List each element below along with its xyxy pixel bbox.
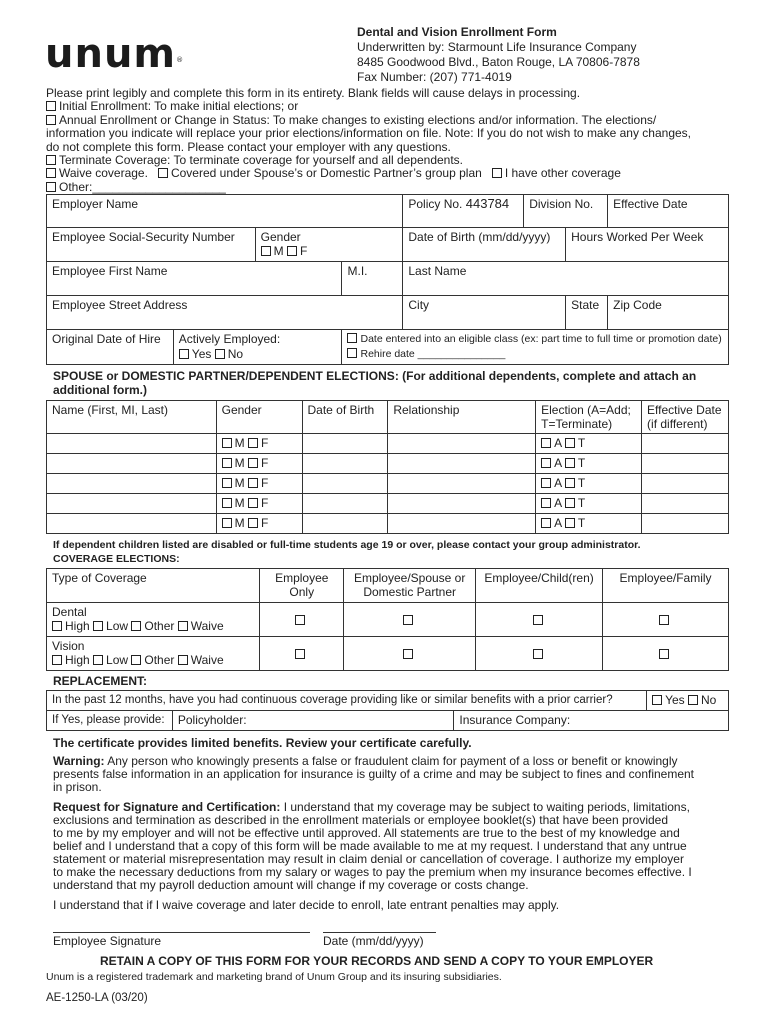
dep-dob-input[interactable]	[302, 434, 388, 454]
dental-row	[47, 603, 729, 637]
signature-date-label: Date (mm/dd/yyyy)	[323, 934, 424, 948]
warning-text: Warning: Any person who knowingly presents a false or fraudulent claim for payment of a loss or benefit or knowingly presents false information in an application for insurance is guilty of a crime and may be subject to fines and confinement in prison.	[53, 754, 695, 794]
dep-effective-input[interactable]	[642, 474, 729, 494]
street-address-field[interactable]: Employee Street Address	[47, 296, 403, 330]
dep-relationship-input[interactable]	[388, 434, 536, 454]
employer-name-field[interactable]: Employer Name	[47, 195, 403, 228]
replacement-title: REPLACEMENT:	[53, 674, 148, 688]
dep-col-dob: Date of Birth	[302, 401, 388, 434]
effective-date-field[interactable]: Effective Date	[608, 195, 729, 228]
table-row	[47, 454, 729, 474]
dep-relationship-input[interactable]	[388, 474, 536, 494]
zip-code-field[interactable]: Zip Code	[608, 296, 729, 330]
dental-low-checkbox[interactable]	[93, 621, 103, 631]
vision-options: Vision High Low Other Waive	[47, 637, 260, 671]
dep-dob-input[interactable]	[302, 474, 388, 494]
dependent-note: If dependent children listed are disabled or full-time students age 19 or over, please contact your group administrator.	[53, 539, 641, 551]
table-row	[47, 474, 729, 494]
address: 8485 Goodwood Blvd., Baton Rouge, LA 70806-7878	[357, 55, 640, 69]
actively-employed-field[interactable]: Actively Employed: Yes No	[173, 330, 342, 365]
dep-effective-input[interactable]	[642, 514, 729, 534]
ssn-field[interactable]: Employee Social-Security Number	[47, 228, 256, 262]
vision-employee-checkbox[interactable]	[295, 649, 305, 659]
retain-copy-notice: RETAIN A COPY OF THIS FORM FOR YOUR RECORDS AND SEND A COPY TO YOUR EMPLOYER	[100, 954, 654, 968]
date-entered-checkbox[interactable]	[347, 333, 357, 343]
city-field[interactable]: City	[403, 296, 566, 330]
vision-waive-checkbox[interactable]	[178, 655, 188, 665]
dental-high-checkbox[interactable]	[52, 621, 62, 631]
dep-gender[interactable]: M F	[216, 494, 302, 514]
certificate-notice: The certificate provides limited benefits. Review your certificate carefully.	[53, 736, 472, 750]
form-number: AE-1250-LA (03/20)	[46, 992, 148, 1004]
gender-f-checkbox[interactable]	[287, 246, 297, 256]
certification-text: Request for Signature and Certification: I understand that my coverage may be subject to waiting periods, limitations, exclusions and termination as described in the enrollment materials or employee booklet(s) that have been provided to me by my employer and will not be effective until approved. All statements are true to the best of my knowledge and belief and I understand that a copy of this form will be made available to me at my request. I understand that any untrue statement or material misrepresentation may result in claim denial or cancellation of coverage. I authorize my employer to make the necessary deductions from my salary or wages to pay the premium when my insurance becomes effective. I understand that my payroll deduction amount will change if my coverage or costs change.	[53, 800, 692, 892]
dep-election[interactable]: A T	[536, 434, 642, 454]
dep-election[interactable]: A T	[536, 514, 642, 534]
hire-date-field[interactable]: Original Date of Hire	[47, 330, 174, 365]
division-no-field[interactable]: Division No.	[524, 195, 608, 228]
gender-field[interactable]: Gender M F	[255, 228, 403, 262]
dep-gender[interactable]: M F	[216, 474, 302, 494]
cov-col-family: Employee/Family	[603, 569, 729, 603]
cov-col-spouse: Employee/Spouse or Domestic Partner	[344, 569, 476, 603]
instructions-block: Please print legibly and complete this form in its entirety. Blank fields will cause delays in processing. Initial Enrollment: To make initial elections; or Annual Enrollment or Change in Status: To make changes to existing elections and/or information. The elections/ information you indicate will replace your prior elections/information on file. Note: If you do not wish to make any changes, do not complete this form. Please contact your employer with any questions. Terminate Coverage: To terminate coverage for yourself and all dependents. Waive coverage. Covered under Spouse’s or Domestic Partner’s group plan I have other coverage Other:____________________	[46, 87, 726, 194]
table-row	[47, 494, 729, 514]
dep-name-input[interactable]	[47, 514, 217, 534]
dep-col-gender: Gender	[216, 401, 302, 434]
trademark-notice: Unum is a registered trademark and marketing brand of Unum Group and its insuring subsidiaries.	[46, 971, 502, 983]
instructions: Please print legibly and complete this form in its entirety. Blank fields will cause delays in processing.	[46, 86, 581, 100]
employee-signature-label: Employee Signature	[53, 934, 162, 948]
policyholder-field[interactable]: Policyholder:	[172, 711, 454, 731]
dep-name-input[interactable]	[47, 454, 217, 474]
signature-date-line[interactable]	[323, 932, 436, 933]
underwriter: Underwritten by: Starmount Life Insurance Company	[357, 40, 637, 54]
dental-employee-checkbox[interactable]	[295, 615, 305, 625]
dep-relationship-input[interactable]	[388, 514, 536, 534]
last-name-field[interactable]: Last Name	[403, 262, 729, 296]
replacement-answer[interactable]: Yes No	[647, 691, 729, 711]
replacement-question: In the past 12 months, have you had continuous coverage providing like or similar benefits with a prior carrier?	[47, 691, 647, 711]
policy-number-value: 443784	[465, 196, 510, 211]
dep-col-election: Election (A=Add; T=Terminate)	[536, 401, 642, 434]
unum-logo: unum®	[45, 31, 185, 77]
cov-col-type: Type of Coverage	[47, 569, 260, 603]
annual-enrollment-checkbox[interactable]	[46, 115, 56, 125]
vision-high-checkbox[interactable]	[52, 655, 62, 665]
dental-spouse-checkbox[interactable]	[403, 615, 413, 625]
dob-field[interactable]: Date of Birth (mm/dd/yyyy)	[403, 228, 566, 262]
dep-relationship-input[interactable]	[388, 494, 536, 514]
dental-options: Dental High Low Other Waive	[47, 603, 260, 637]
dep-name-input[interactable]	[47, 474, 217, 494]
waive-coverage-checkbox[interactable]	[46, 168, 56, 178]
fax-number: Fax Number: (207) 771-4019	[357, 70, 512, 84]
cov-col-child: Employee/Child(ren)	[476, 569, 603, 603]
state-field[interactable]: State	[566, 296, 608, 330]
dental-other-checkbox[interactable]	[131, 621, 141, 631]
waive-penalty-note: I understand that if I waive coverage and later decide to enroll, late entrant penalties may apply.	[53, 898, 560, 912]
mi-field[interactable]: M.I.	[342, 262, 403, 296]
dental-waive-checkbox[interactable]	[178, 621, 188, 631]
dep-col-relationship: Relationship	[388, 401, 536, 434]
policy-no-field[interactable]: Policy No. 443784	[403, 195, 524, 228]
dental-family-checkbox[interactable]	[659, 615, 669, 625]
vision-child-checkbox[interactable]	[533, 649, 543, 659]
dep-gender[interactable]: M F	[216, 454, 302, 474]
class-date-field[interactable]: Date entered into an eligible class (ex: part time to full time or promotion date) Rehire date _______________	[342, 330, 729, 365]
gender-m-checkbox[interactable]	[261, 246, 271, 256]
vision-spouse-checkbox[interactable]	[403, 649, 413, 659]
vision-family-checkbox[interactable]	[659, 649, 669, 659]
replacement-yes-checkbox[interactable]	[652, 695, 662, 705]
dep-effective-input[interactable]	[642, 434, 729, 454]
dep-election[interactable]: A T	[536, 474, 642, 494]
dep-effective-input[interactable]	[642, 454, 729, 474]
vision-low-checkbox[interactable]	[93, 655, 103, 665]
rehire-date-checkbox[interactable]	[347, 348, 357, 358]
replacement-no-checkbox[interactable]	[688, 695, 698, 705]
dep-effective-input[interactable]	[642, 494, 729, 514]
coverage-table	[46, 568, 729, 671]
dep-election[interactable]: A T	[536, 494, 642, 514]
dependents-table	[46, 400, 729, 534]
dep-gender[interactable]: M F	[216, 514, 302, 534]
dep-gender[interactable]: M F	[216, 434, 302, 454]
dep-name-input[interactable]	[47, 434, 217, 454]
table-row	[47, 434, 729, 454]
employee-info-table	[46, 194, 729, 365]
form-title: Dental and Vision Enrollment Form	[357, 25, 557, 39]
actively-no-checkbox[interactable]	[215, 349, 225, 359]
if-yes-label: If Yes, please provide:	[47, 711, 173, 731]
dental-child-checkbox[interactable]	[533, 615, 543, 625]
coverage-section-title: COVERAGE ELECTIONS:	[53, 553, 180, 565]
hours-worked-field[interactable]: Hours Worked Per Week	[566, 228, 729, 262]
dep-dob-input[interactable]	[302, 454, 388, 474]
terminate-coverage-checkbox[interactable]	[46, 155, 56, 165]
replacement-table	[46, 690, 729, 731]
form-header	[357, 25, 640, 85]
actively-yes-checkbox[interactable]	[179, 349, 189, 359]
table-row	[47, 514, 729, 534]
first-name-field[interactable]: Employee First Name	[47, 262, 342, 296]
dep-dob-input[interactable]	[302, 514, 388, 534]
vision-other-checkbox[interactable]	[131, 655, 141, 665]
dep-name-input[interactable]	[47, 494, 217, 514]
other-checkbox[interactable]	[46, 182, 56, 192]
initial-enrollment-checkbox[interactable]	[46, 101, 56, 111]
other-coverage-checkbox[interactable]	[492, 168, 502, 178]
insurance-company-field[interactable]: Insurance Company:	[454, 711, 729, 731]
dep-relationship-input[interactable]	[388, 454, 536, 474]
dep-col-name: Name (First, MI, Last)	[47, 401, 217, 434]
dep-col-effective: Effective Date (if different)	[642, 401, 729, 434]
dep-dob-input[interactable]	[302, 494, 388, 514]
dep-election[interactable]: A T	[536, 454, 642, 474]
cov-col-employee: Employee Only	[260, 569, 344, 603]
vision-row	[47, 637, 729, 671]
dependents-section-title: SPOUSE or DOMESTIC PARTNER/DEPENDENT ELECTIONS: (For additional dependents, complete and attach an additional form.)	[53, 369, 697, 397]
covered-spouse-plan-checkbox[interactable]	[158, 168, 168, 178]
employee-signature-line[interactable]	[53, 932, 310, 933]
